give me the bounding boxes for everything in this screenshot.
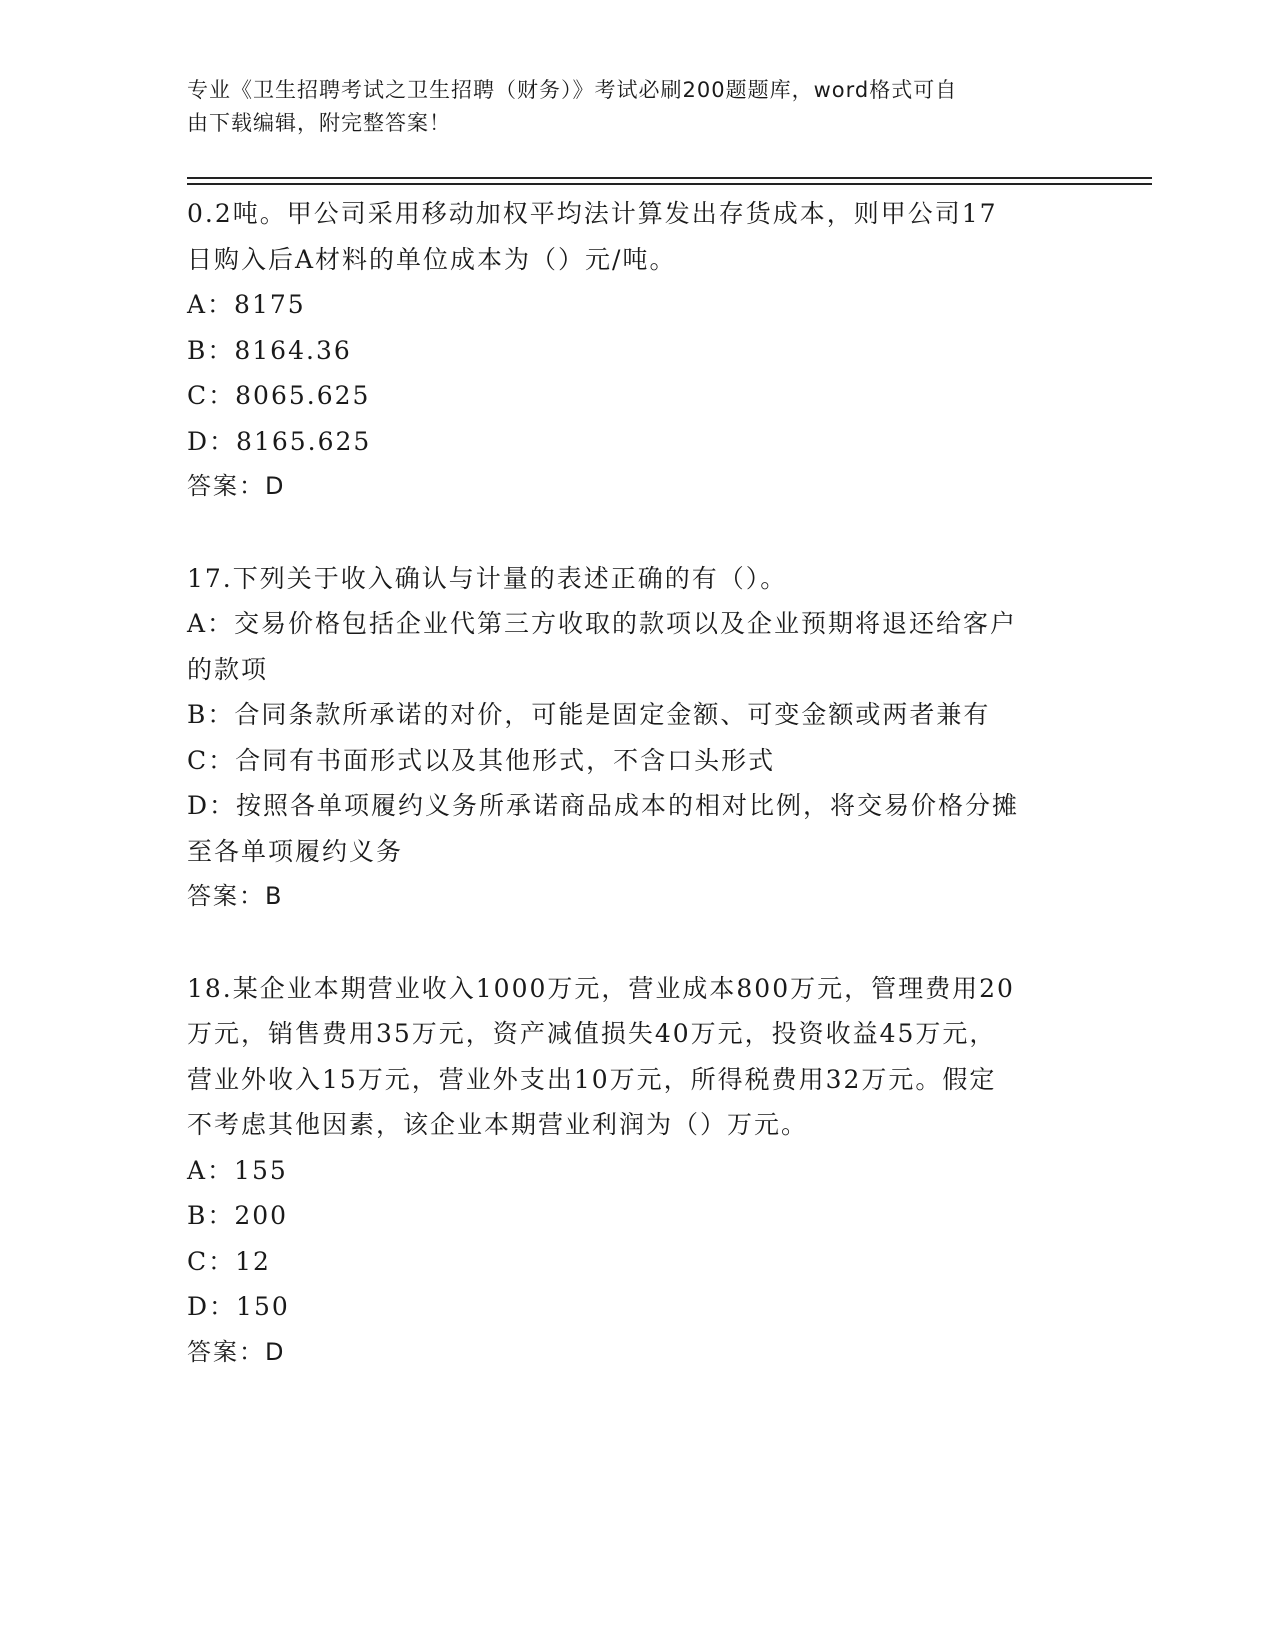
question-16 — [187, 191, 1072, 510]
header-divider-bottom — [187, 183, 1152, 185]
option-b: B：合同条款所承诺的对价，可能是固定金额、可变金额或两者兼有 — [187, 700, 991, 729]
option-a: A：155 — [187, 1155, 288, 1185]
option-d: D：按照各单项履约义务所承诺商品成本的相对比例，将交易价格分摊 — [187, 791, 1020, 820]
question-18 — [187, 966, 1072, 1376]
question-list — [187, 191, 1072, 1375]
document-header — [187, 74, 1067, 140]
option-b: B：8164.36 — [187, 335, 352, 365]
option-d: D：150 — [187, 1292, 290, 1321]
question-stem-line: 18.某企业本期营业收入1000万元，营业成本800万元，管理费用20 — [187, 973, 1015, 1003]
question-17 — [187, 556, 1072, 920]
header-line-1: 专业《卫生招聘考试之卫生招聘（财务）》考试必刷200题题库，word格式可自 — [187, 78, 958, 102]
question-stem-line: 日购入后A材料的单位成本为（）元/吨。 — [187, 244, 677, 274]
answer-line: 答案：D — [187, 472, 286, 500]
answer-line: 答案：D — [187, 1337, 286, 1366]
question-stem-line: 0.2吨。甲公司采用移动加权平均法计算发出存货成本，则甲公司17 — [187, 199, 998, 228]
question-spacer — [187, 920, 1072, 966]
option-a-continued: 的款项 — [187, 654, 269, 684]
question-spacer — [187, 510, 1072, 556]
option-a: A：8175 — [187, 290, 306, 319]
answer-line: 答案：B — [187, 882, 284, 910]
option-c: C：合同有书面形式以及其他形式，不含口头形式 — [187, 745, 776, 775]
option-d-continued: 至各单项履约义务 — [187, 836, 404, 866]
option-b: B：200 — [187, 1201, 289, 1230]
header-line-2: 由下载编辑，附完整答案！ — [187, 111, 451, 135]
question-stem-line: 不考虑其他因素，该企业本期营业利润为（）万元。 — [187, 1110, 809, 1139]
question-stem-line: 万元，销售费用35万元，资产减值损失40万元，投资收益45万元， — [187, 1019, 997, 1048]
header-divider-top — [187, 177, 1152, 179]
option-c: C：8065.625 — [187, 381, 371, 410]
question-stem-line: 17.下列关于收入确认与计量的表述正确的有（）。 — [187, 563, 788, 593]
option-d: D：8165.625 — [187, 426, 372, 456]
option-a: A：交易价格包括企业代第三方收取的款项以及企业预期将退还给客户 — [187, 609, 1018, 638]
option-c: C：12 — [187, 1246, 271, 1276]
question-stem-line: 营业外收入15万元，营业外支出10万元，所得税费用32万元。假定 — [187, 1064, 997, 1094]
